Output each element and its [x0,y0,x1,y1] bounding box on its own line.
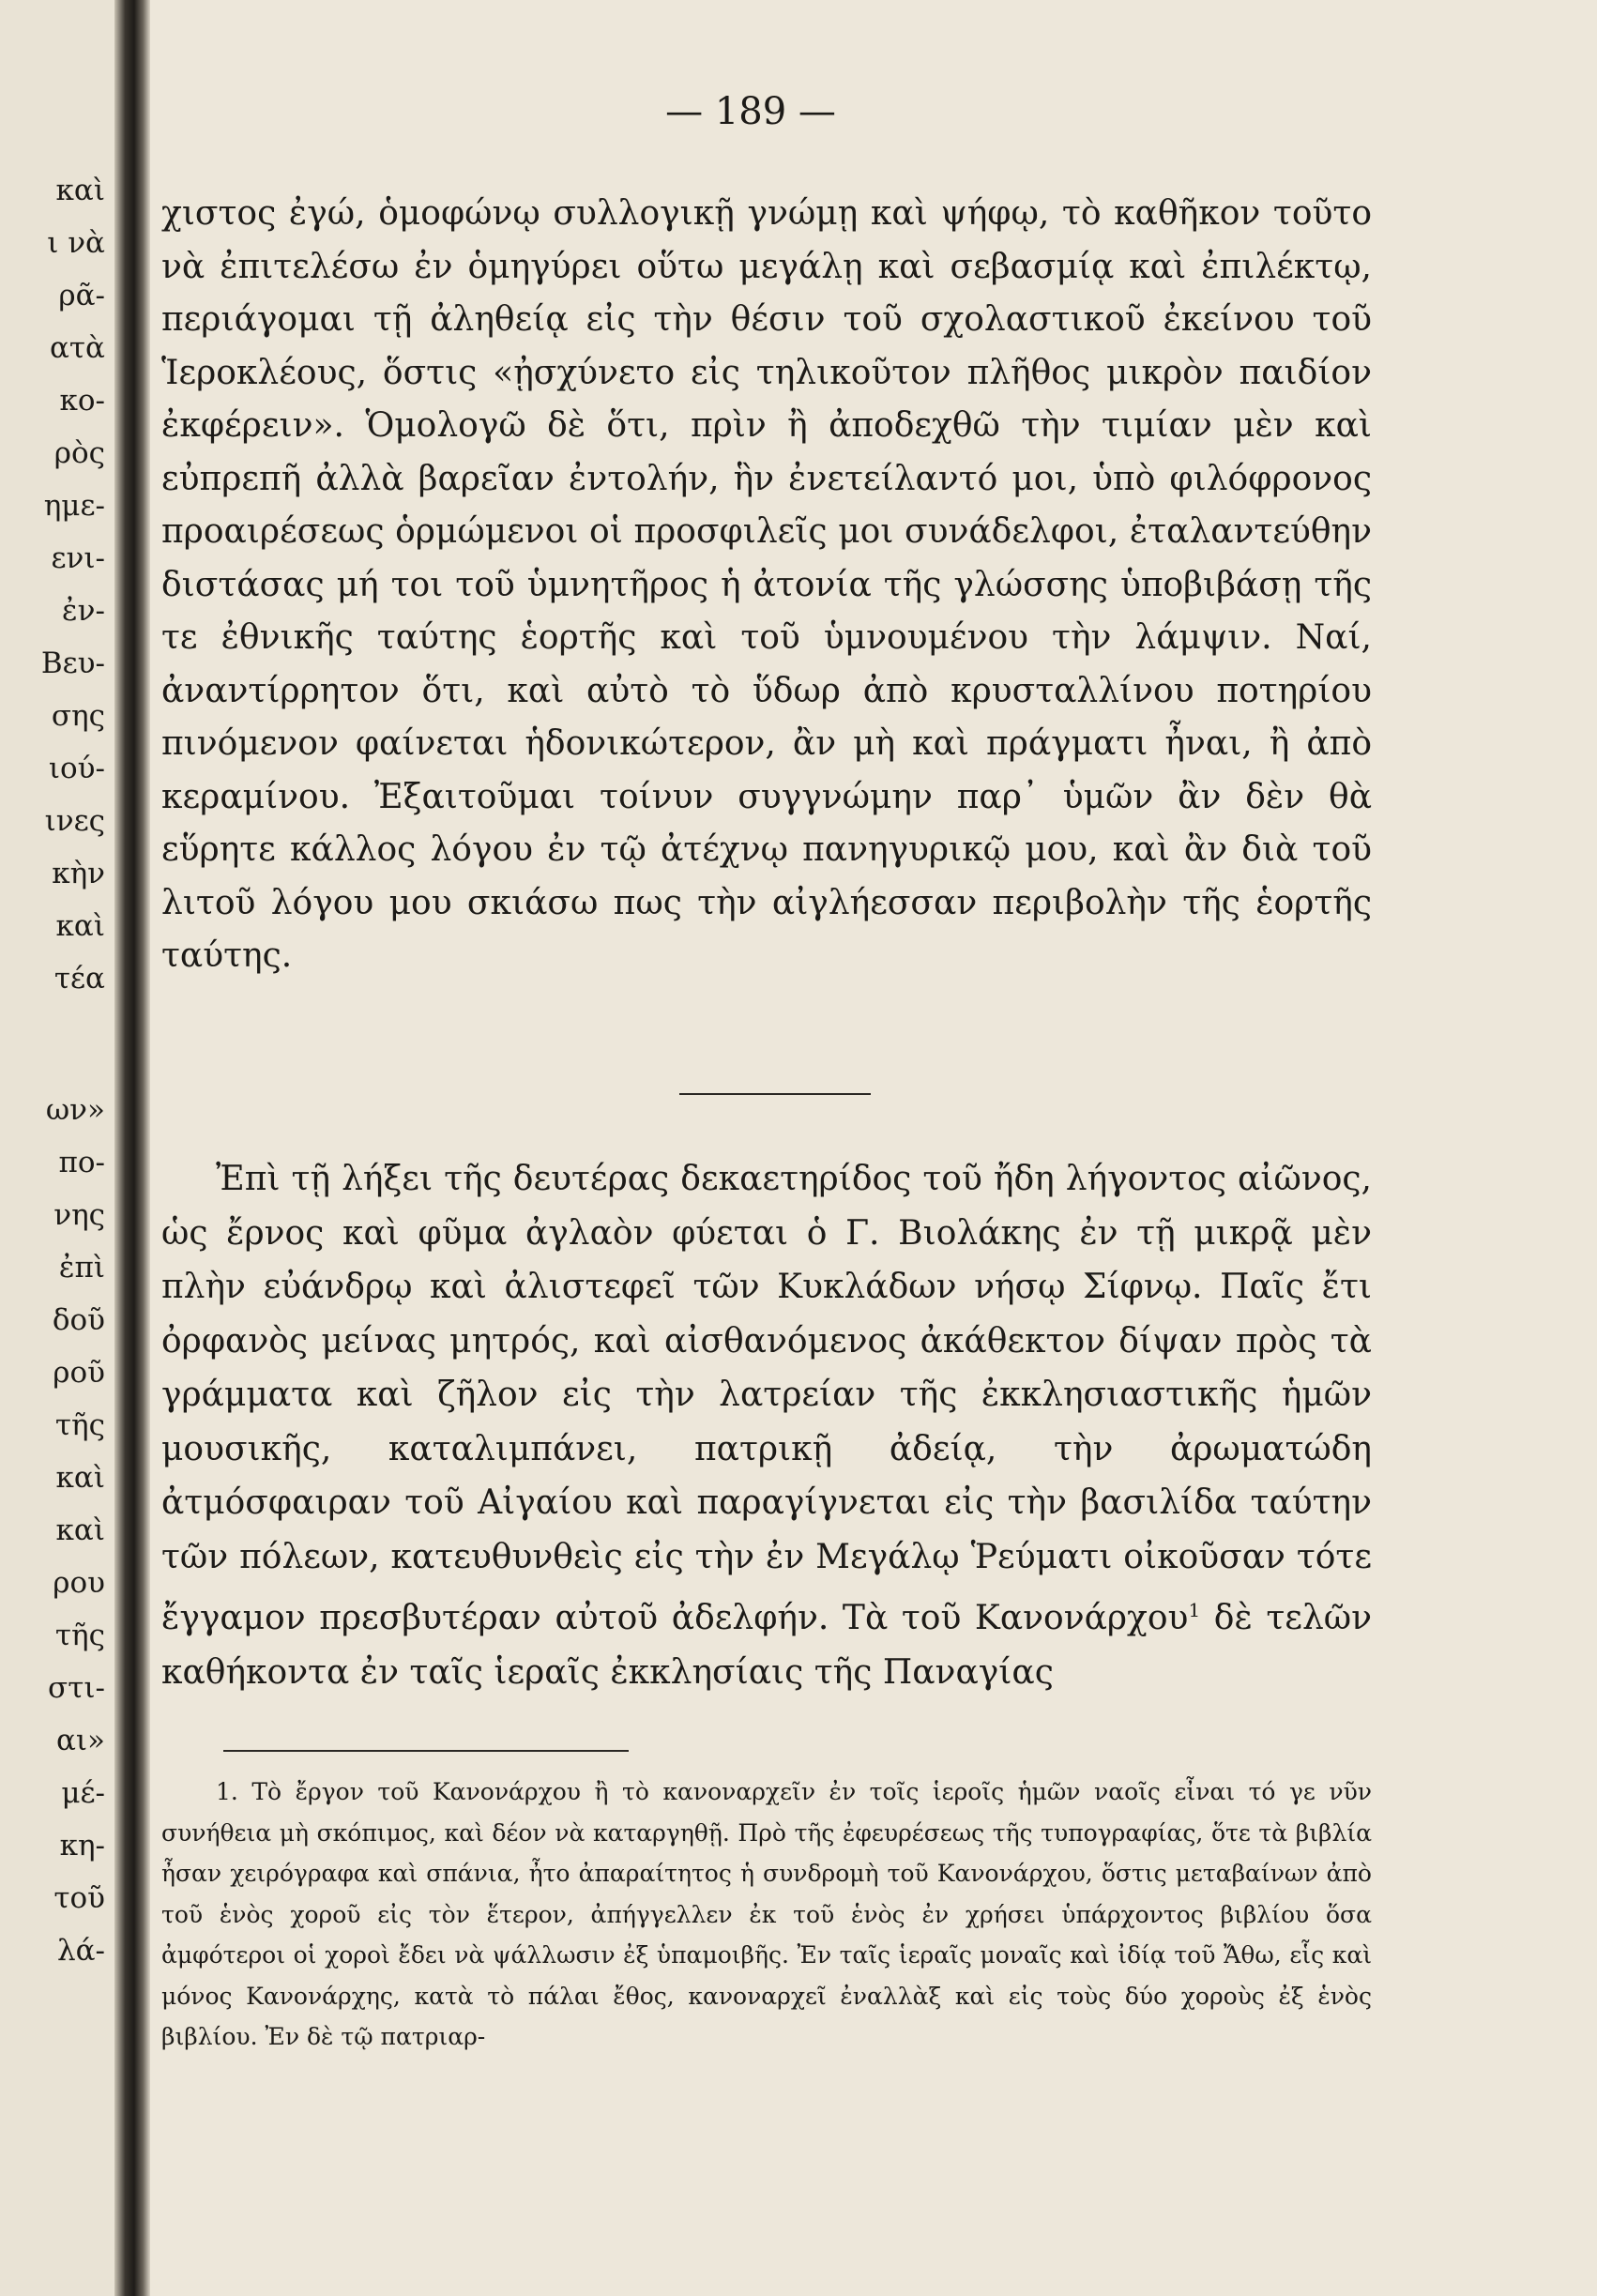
previous-page-margin-text [0,164,114,1977]
margin-fragment: ἐν- [62,594,105,628]
margin-fragment: καὶ [55,1461,105,1495]
margin-fragment: καὶ [55,1513,105,1547]
margin-fragment: μέ- [61,1776,105,1810]
margin-fragment: ροῦ [53,1356,105,1390]
margin-fragment: πο- [58,1146,105,1179]
margin-fragment: ατὰ [49,331,105,365]
margin-fragment: τῆς [54,1408,105,1442]
body-paragraph-2 [161,1152,1372,1699]
margin-fragment: ημε- [43,489,105,523]
margin-fragment: λά- [56,1934,105,1968]
paragraph-2-text: Ἐπὶ τῇ λήξει τῆς δευτέρας δεκαετηρίδος τοῦ ἤδη λήγοντος αἰῶνος, ὡς ἔρνος καὶ φῦμα ἀγλαὸν φύεται ὁ Γ. Βιολάκης ἐν τῇ μικρᾷ μὲν πλὴν εὐάνδρῳ καὶ ἀλιστεφεῖ τῶν Κυκλάδων νήσῳ Σίφνῳ. Παῖς ἔτι ὀρφανὸς μείνας μητρός, καὶ αἰσθανόμενος ἀκάθεκτον δίψαν πρὸς τὰ γράμματα καὶ ζῆλον εἰς τὴν λατρείαν τῆς ἐκκλησιαστικῆς ἡμῶν μουσικῆς, καταλιμπάνει, πατρικῇ ἀδείᾳ, τὴν ἀρωματώδη ἀτμόσφαιραν τοῦ Αἰγαίου καὶ παραγίγνεται εἰς τὴν βασιλίδα ταύτην τῶν πόλεων, κατευθυνθεὶς εἰς τὴν ἐν Μεγάλῳ Ῥεύματι οἰκοῦσαν τότε ἔγγαμον πρεσβυτέραν αὐτοῦ ἀδελφήν. Τὰ τοῦ Κανονάρχου [161,1160,1372,1637]
paragraph-2-end: δὲ τελῶν καθήκοντα ἐν ταῖς ἱεραῖς ἐκκλησίαις τῆς Παναγίας [161,1599,1372,1692]
margin-fragment: στι- [48,1671,105,1705]
book-gutter [114,0,150,2296]
footnote [161,1771,1372,2058]
margin-fragment: αι» [55,1724,105,1757]
margin-fragment: ρου [53,1566,105,1600]
margin-fragment: Βευ- [40,646,105,680]
paragraph-text: χιστος ἐγώ, ὁμοφώνῳ συλλογικῇ γνώμῃ καὶ ψήφῳ, τὸ καθῆκον τοῦτο νὰ ἐπιτελέσω ἐν ὁμηγύρει οὕτω μεγάλῃ καὶ σεβασμίᾳ καὶ ἐπιλέκτῳ, περιάγομαι τῇ ἀληθείᾳ εἰς τὴν θέσιν τοῦ σχολαστικοῦ ἐκείνου τοῦ Ἱεροκλέους, ὅστις «ᾐσχύνετο εἰς τηλικοῦτον πλῆθος μικρὸν παιδίον ἐκφέρειν». Ὁμολογῶ δὲ ὅτι, πρὶν ἢ ἀποδεχθῶ τὴν τιμίαν μὲν καὶ εὐπρεπῆ ἀλλὰ βαρεῖαν ἐντολήν, ἣν ἐνετείλαντό μοι, ὑπὸ φιλόφρονος προαιρέσεως ὁρμώμενοι οἱ προσφιλεῖς μοι συνάδελφοι, ἐταλαντεύθην διστάσας μή τοι τοῦ ὑμνητῆρος ἡ ἀτονία τῆς γλώσσης ὑποβιβάσῃ τῆς τε ἐθνικῆς ταύτης ἑορτῆς καὶ τοῦ ὑμνουμένου τὴν λάμψιν. Ναί, ἀναντίρρητον ὅτι, καὶ αὐτὸ τὸ ὕδωρ ἀπὸ κρυσταλλίνου ποτηρίου πινόμενον φαίνεται ἡδονικώτερον, ἂν μὴ καὶ πράγματι ἦναι, ἢ ἀπὸ κεραμίνου. Ἐξαιτοῦμαι τοίνυν συγγνώμην παρ᾽ ὑμῶν ἂν δὲν θὰ εὕρητε κάλλος λόγου ἐν τῷ ἀτέχνῳ πανηγυρικῷ μου, καὶ ἂν διὰ τοῦ λιτοῦ λόγου μου σκιάσω πως τὴν αἰγλήεσσαν περιβολὴν τῆς ἑορτῆς ταύτης. [161,194,1372,975]
margin-fragment: ων» [45,1093,105,1127]
margin-fragment: ρὸς [53,436,105,470]
margin-fragment: καὶ [55,909,105,943]
margin-fragment: τοῦ [53,1881,105,1915]
margin-fragment: τῆς [54,1619,105,1652]
body-paragraph-1 [161,188,1372,983]
footnote-text: 1. Τὸ ἔργον τοῦ Κανονάρχου ἢ τὸ κανοναρχεῖν ἐν τοῖς ἱεροῖς ἡμῶν ναοῖς εἶναι τό γε νῦν συνήθεια μὴ σκόπιμος, καὶ δέον νὰ καταργηθῇ. Πρὸ τῆς ἐφευρέσεως τῆς τυπογραφίας, ὅτε τὰ βιβλία ἦσαν χειρόγραφα καὶ σπάνια, ἦτο ἀπαραίτητος ἡ συνδρομὴ τοῦ Κανονάρχου, ὅστις μεταβαίνων ἀπὸ τοῦ ἑνὸς χοροῦ εἰς τὸν ἕτερον, ἀπήγγελλεν ἐκ τοῦ ἑνὸς ἐν χρήσει ὑπάρχοντος βιβλίου ὅσα ἀμφότεροι οἱ χοροὶ ἔδει νὰ ψάλλωσιν ἐξ ὑπαμοιβῆς. Ἐν ταῖς ἱεραῖς μοναῖς καὶ ἰδίᾳ τοῦ Ἄθω, εἷς καὶ μόνος Κανονάρχης, κατὰ τὸ πάλαι ἔθος, κανοναρχεῖ ἐναλλὰξ καὶ εἰς τοὺς δύο χοροὺς ἐξ ἑνὸς βιβλίου. Ἐν δὲ τῷ πατριαρ- [161,1778,1372,2050]
margin-fragment: κη- [59,1829,105,1863]
footnote-marker: 1 [1188,1599,1201,1621]
margin-fragment: κο- [59,384,105,418]
margin-fragment: ι νὰ [47,226,105,260]
paragraph-text-2 [161,1152,1372,1699]
margin-fragment: τέα [53,962,105,996]
margin-fragment: δοῦ [52,1303,105,1337]
margin-fragment: νης [53,1198,105,1232]
margin-fragment: ινες [44,804,105,838]
section-divider [679,1093,871,1095]
margin-fragment: ἐπὶ [58,1251,105,1285]
margin-fragment: κὴν [52,857,105,890]
margin-fragment: ρᾶ- [58,279,105,312]
footnote-separator [223,1750,629,1752]
margin-fragment: καὶ [55,174,105,207]
margin-fragment: ιού- [48,752,105,785]
page-number: — 189 — [665,90,836,133]
margin-fragment: σης [51,699,105,733]
margin-fragment: ενι- [51,541,105,575]
